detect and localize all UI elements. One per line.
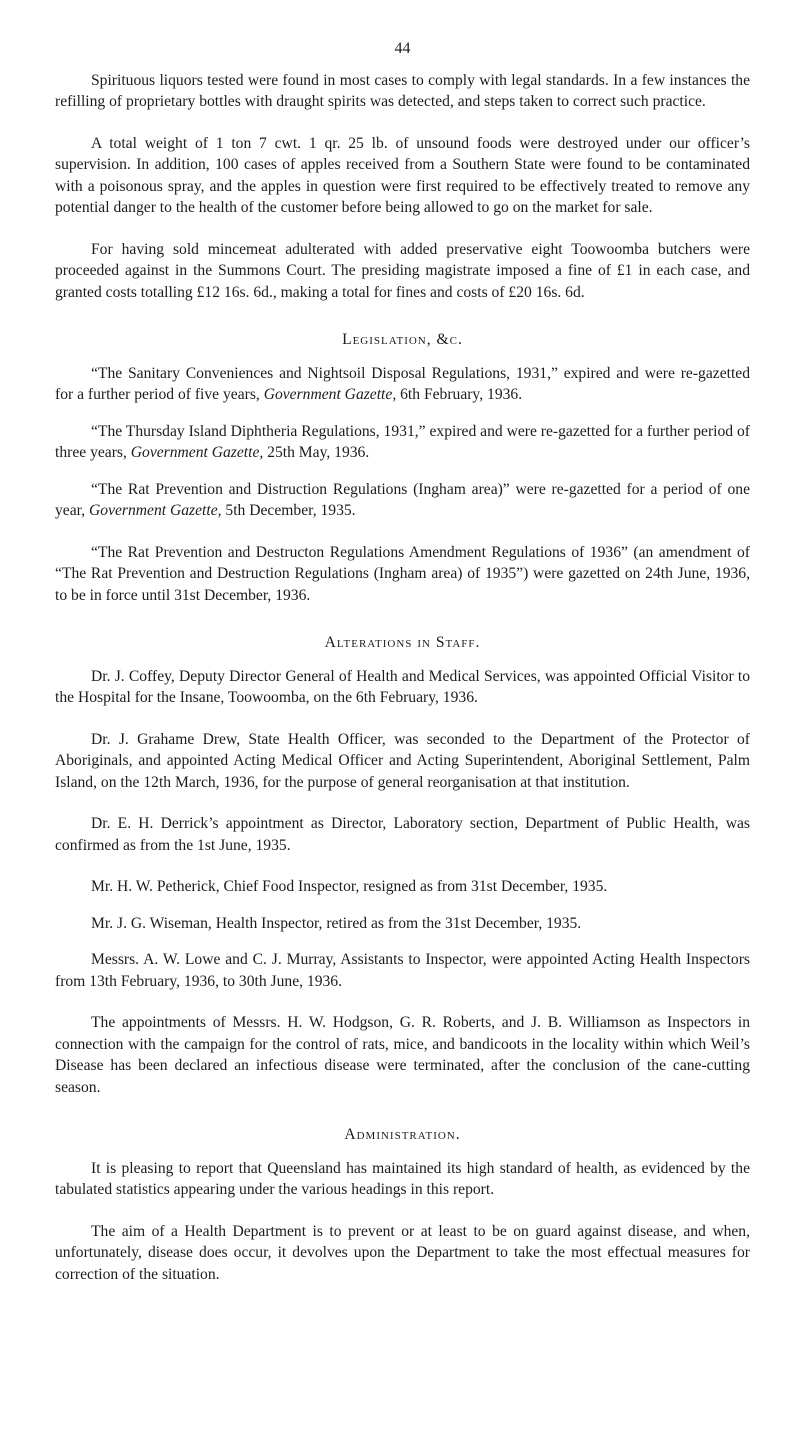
staff-paragraph: Mr. H. W. Petherick, Chief Food Inspector, resigned as from 31st December, 1935.: [91, 878, 608, 895]
staff-paragraph: Mr. J. G. Wiseman, Health Inspector, retired as from the 31st December, 1935.: [91, 914, 582, 932]
legislation-item: “The Rat Prevention and Distruction Regulations (Ingham area)” were re-gazetted for a period of one year, Government Gazette, 5th December, 1935.: [55, 480, 750, 519]
page-number: 44: [394, 40, 411, 57]
section-heading-legislation: Legislation, &c.: [342, 331, 463, 348]
paragraph-spirituous-liquors: Spirituous liquors tested were found in most cases to comply with legal standards. In a few instances the refilling of proprietary bottles with draught spirits was detected, and steps taken to correct such practice.: [55, 71, 750, 110]
paragraph-unsound-foods: A total weight of 1 ton 7 cwt. 1 qr. 25 lb. of unsound foods were destroyed under our officer’s supervision. In addition, 100 cases of apples received from a Southern State were found to be contaminated with a poisonous spray, and the apples in question were first required to be effectively treated to remove any potential danger to the health of the customer before being allowed to go on the market for sale.: [55, 134, 750, 216]
section-heading-administration: Administration.: [344, 1126, 461, 1143]
staff-paragraph: The appointments of Messrs. H. W. Hodgson, G. R. Roberts, and J. B. Williamson as Inspectors in connection with the campaign for the control of rats, mice, and bandicoots in the locality within which Weil’s Disease has been declared an infectious disease were terminated, after the conclusion of the cane-cutting season.: [55, 1014, 750, 1096]
gazette-citation: Government Gazette,: [89, 502, 222, 519]
staff-paragraph: Dr. J. Coffey, Deputy Director General of Health and Medical Services, was appointed Official Visitor to the Hospital for the Insane, Toowoomba, on the 6th February, 1936.: [55, 667, 750, 706]
legislation-item: “The Sanitary Conveniences and Nightsoil Disposal Regulations, 1931,” expired and were re-gazetted for a further period of five years, Government Gazette, 6th February, 1936.: [55, 364, 750, 403]
administration-paragraph: It is pleasing to report that Queensland has maintained its high standard of health, as evidenced by the tabulated statistics appearing under the various headings in this report.: [55, 1159, 750, 1198]
paragraph-mincemeat-prosecutions: For having sold mincemeat adulterated with added preservative eight Toowoomba butchers were proceeded against in the Summons Court. The presiding magistrate imposed a fine of £1 in each case, and granted costs totalling £12 16s. 6d., making a total for fines and costs of £20 16s. 6d.: [55, 240, 750, 301]
staff-paragraph: Messrs. A. W. Lowe and C. J. Murray, Assistants to Inspector, were appointed Acting Health Inspectors from 13th February, 1936, to 30th June, 1936.: [55, 951, 750, 990]
legislation-item: “The Rat Prevention and Destructon Regulations Amendment Regulations of 1936” (an amendment of “The Rat Prevention and Destruction Regulations (Ingham area) of 1935”) were gazetted on 24th June, 1936, to be in force until 31st December, 1936.: [55, 543, 750, 604]
staff-paragraph: Dr. J. Grahame Drew, State Health Officer, was seconded to the Department of the Protector of Aboriginals, and appointed Acting Medical Officer and Acting Superintendent, Aboriginal Settlement, Palm Island, on the 12th March, 1936, for the purpose of general reorganisation at that institution.: [55, 730, 750, 791]
section-heading-staff: Alterations in Staff.: [324, 634, 481, 651]
administration-paragraph: The aim of a Health Department is to prevent or at least to be on guard against disease, and when, unfortunately, disease does occur, it devolves upon the Department to take the most effectual measures for correction of the situation.: [55, 1222, 750, 1283]
gazette-citation: Government Gazette,: [263, 386, 397, 403]
legislation-item: “The Thursday Island Diphtheria Regulations, 1931,” expired and were re-gazetted for a further period of three years, Government Gazette, 25th May, 1936.: [55, 422, 750, 461]
staff-paragraph: Dr. E. H. Derrick’s appointment as Director, Laboratory section, Department of Public Health, was confirmed as from the 1st June, 1935.: [55, 815, 750, 854]
gazette-citation: Government Gazette,: [130, 444, 264, 461]
